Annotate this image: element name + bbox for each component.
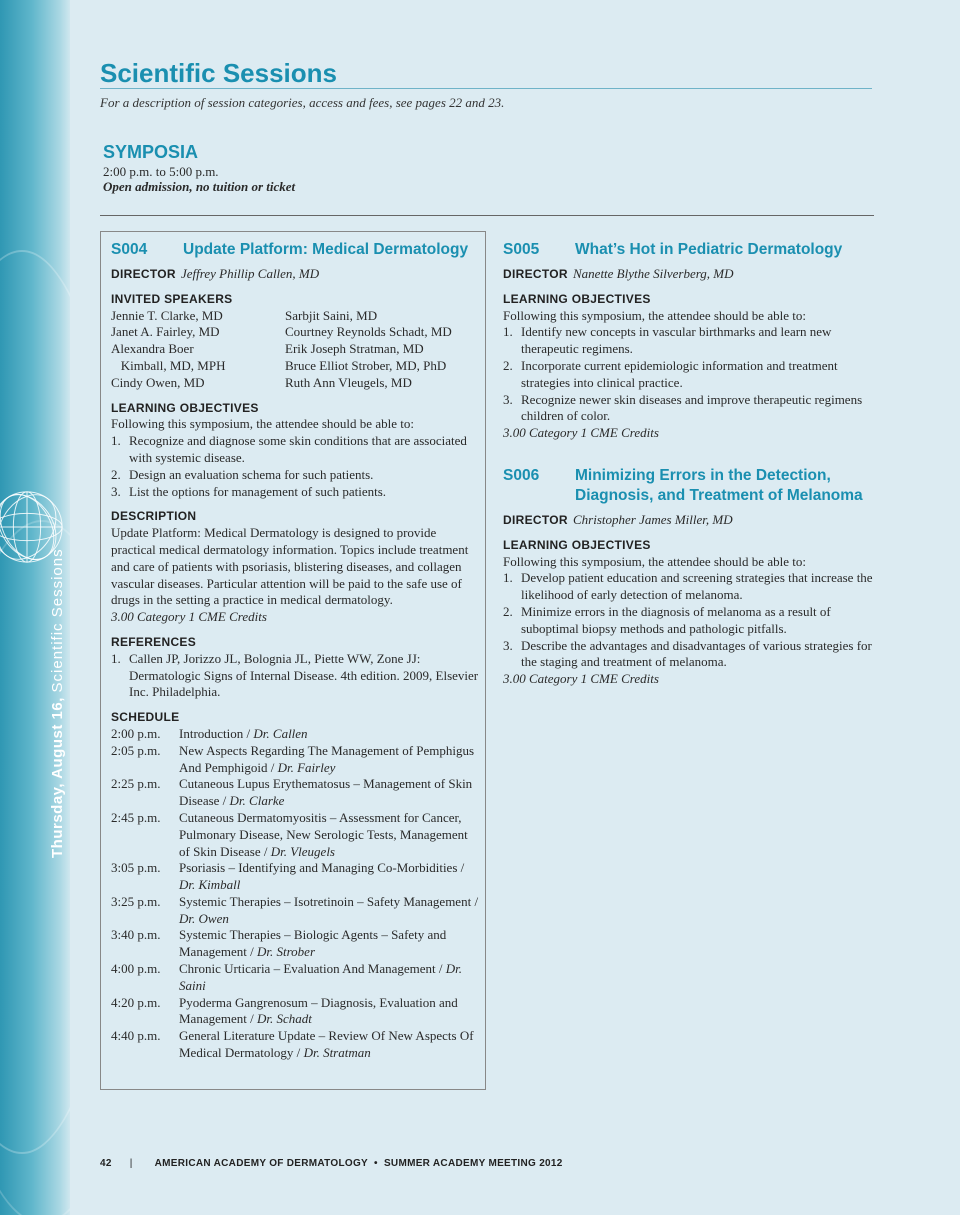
item-text: Minimize errors in the diagnosis of melanoma as a result of suboptimal biopsy methods and pathologic pitfalls. [521, 603, 831, 636]
speaker: Jennie T. Clarke, MD [111, 307, 223, 323]
sidebar-date: Thursday, August 16, [49, 697, 66, 858]
item-text: Design an evaluation schema for such patients. [129, 466, 374, 482]
speaker: Sarbjit Saini, MD [285, 307, 378, 323]
schedule-time: 3:05 p.m. [111, 860, 161, 876]
description-text: Update Platform: Medical Dermatology is designed to provide practical medical dermatology information. Topics include treatment and care of patients with psoriasis, blistering diseases, and collagen vascular diseases. Particular attention will be paid to the safe use of drugs in the setting a practice in medical dermatology. [111, 525, 469, 608]
item-number: 1. [503, 324, 513, 340]
speaker-name: Dr. Saini [179, 961, 463, 993]
topic-text: Introduction / [179, 725, 254, 741]
speaker: Erik Joseph Stratman, MD [285, 341, 424, 357]
page-subtitle: For a description of session categories, access and fees, see pages 22 and 23. [100, 95, 505, 110]
schedule-time: 2:45 p.m. [111, 809, 161, 825]
speaker-name: Dr. Stratman [303, 1045, 371, 1061]
session-code: S004 [111, 241, 148, 258]
learning-objectives-section [503, 291, 878, 442]
list-item [111, 651, 479, 701]
item-number: 1. [111, 650, 121, 666]
cme-credits: 3.00 Category 1 CME Credits [503, 671, 659, 687]
session-title: Minimizing Errors in the Detection, Diagnosis, and Treatment of Melanoma [575, 466, 863, 504]
schedule-row [111, 1028, 479, 1062]
director-row [503, 266, 878, 283]
session-title: Update Platform: Medical Dermatology [183, 241, 469, 258]
topic-text: Systemic Therapies – Biologic Agents – Safety and Management / [179, 927, 447, 960]
speaker-name: Dr. Schadt [256, 1011, 312, 1027]
item-text: List the options for management of such patients. [129, 483, 387, 499]
list-item [503, 638, 878, 672]
director-name: Christopher James Miller, MD [573, 511, 733, 527]
director-row [503, 512, 878, 529]
symposia-time: 2:00 p.m. to 5:00 p.m. [103, 164, 219, 179]
topic-text: New Aspects Regarding The Management of Pemphigus And Pemphigoid / [179, 742, 475, 775]
item-number: 1. [111, 433, 121, 449]
schedule-row [111, 776, 479, 810]
schedule-time: 4:00 p.m. [111, 961, 161, 977]
schedule-time: 2:00 p.m. [111, 725, 161, 741]
references-list [111, 651, 479, 701]
invited-speakers-label: INVITED SPEAKERS [111, 291, 233, 306]
item-number: 2. [111, 466, 121, 482]
speaker: Ruth Ann Vleugels, MD [285, 374, 412, 390]
speaker-name: Dr. Fairley [277, 759, 336, 775]
learning-objectives-label: LEARNING OBJECTIVES [111, 400, 259, 415]
item-number: 1. [503, 570, 513, 586]
schedule-topic [179, 1028, 479, 1062]
item-text: Incorporate current epidemiologic information and treatment strategies into clinical practice. [521, 357, 838, 390]
session-title: What’s Hot in Pediatric Dermatology [575, 241, 843, 258]
learning-objectives-label: LEARNING OBJECTIVES [503, 537, 651, 552]
objectives-list [503, 570, 878, 671]
session-header [503, 466, 878, 506]
description-section [111, 508, 479, 626]
topic-text: Psoriasis – Identifying and Managing Co-Morbidities / [179, 860, 465, 876]
schedule-topic [179, 776, 479, 810]
topic-text: Cutaneous Lupus Erythematosus – Management of Skin Disease / [179, 776, 473, 809]
schedule-label: SCHEDULE [111, 710, 180, 725]
speaker-name: Dr. Clarke [229, 793, 285, 809]
item-number: 2. [503, 603, 513, 619]
topic-text: General Literature Update – Review Of New Aspects Of Medical Dermatology / [179, 1028, 474, 1061]
item-text: Describe the advantages and disadvantages of various strategies for the staging and treatment of melanoma. [521, 637, 872, 670]
schedule-time: 4:40 p.m. [111, 1028, 161, 1044]
topic-text: Cutaneous Dermatomyositis – Assessment for Cancer, Pulmonary Disease, New Serologic Tests, Management of Skin Disease / [179, 809, 468, 859]
list-item [503, 392, 878, 426]
schedule-topic [179, 961, 479, 995]
schedule-topic [179, 927, 479, 961]
speaker: Janet A. Fairley, MD [111, 324, 220, 340]
schedule-row [111, 961, 479, 995]
spacer [503, 442, 878, 466]
topic-text: Pyoderma Gangrenosum – Diagnosis, Evaluation and Management / [179, 994, 458, 1027]
director-label: DIRECTOR [111, 267, 176, 281]
session-code: S005 [503, 241, 540, 258]
schedule-time: 2:25 p.m. [111, 776, 161, 792]
symposia-divider [100, 215, 874, 216]
learning-objectives-section [111, 400, 479, 501]
director-name: Nanette Blythe Silverberg, MD [573, 266, 734, 281]
list-item [111, 467, 479, 484]
speaker-name: Dr. Strober [256, 944, 316, 960]
speaker: Kimball, MD, MPH [111, 357, 226, 373]
objectives-list [503, 324, 878, 425]
schedule-time: 3:25 p.m. [111, 893, 161, 909]
objectives-list [111, 433, 479, 500]
topic-text: Chronic Urticaria – Evaluation And Management / [179, 961, 446, 977]
speaker-name: Dr. Owen [179, 910, 229, 926]
schedule-topic [179, 860, 479, 894]
list-item [503, 570, 878, 604]
schedule-time: 4:20 p.m. [111, 994, 161, 1010]
item-number: 3. [503, 637, 513, 653]
item-text: Identify new concepts in vascular birthmarks and learn new therapeutic regimens. [521, 324, 832, 357]
references-section [111, 634, 479, 701]
item-text: Develop patient education and screening strategies that increase the likelihood of early detection of melanoma. [521, 570, 873, 603]
schedule-row [111, 743, 479, 777]
session-header [503, 240, 878, 260]
list-item [503, 324, 878, 358]
schedule-topic [179, 743, 479, 777]
director-label: DIRECTOR [503, 512, 568, 527]
session-s004 [111, 240, 479, 1062]
cme-credits: 3.00 Category 1 CME Credits [503, 425, 659, 441]
schedule-section [111, 709, 479, 1062]
item-text: Recognize newer skin diseases and improve therapeutic regimens children of color. [521, 391, 863, 424]
list-item [503, 604, 878, 638]
session-s005 [503, 240, 878, 442]
list-item [111, 484, 479, 501]
description-label: DESCRIPTION [111, 509, 197, 524]
item-number: 3. [111, 483, 121, 499]
item-text: Callen JP, Jorizzo JL, Bolognia JL, Piette WW, Zone JJ: Dermatologic Signs of Internal Disease. 4th edition. 2009, Elsevier Inc. Philadelphia. [129, 650, 479, 700]
footer-text: AMERICAN ACADEMY OF DERMATOLOGY • SUMMER ACADEMY MEETING 2012 [154, 1158, 563, 1169]
right-column [503, 240, 878, 688]
speaker-name: Dr. Kimball [179, 877, 241, 893]
schedule-topic [179, 726, 479, 743]
director-name: Jeffrey Phillip Callen, MD [181, 266, 320, 281]
director-label: DIRECTOR [503, 267, 568, 281]
schedule-row [111, 726, 479, 743]
schedule-row [111, 995, 479, 1029]
schedule-topic [179, 995, 479, 1029]
list-item [503, 358, 878, 392]
symposia-heading: SYMPOSIA [103, 142, 199, 162]
symposia-admission: Open admission, no tuition or ticket [103, 179, 296, 194]
objectives-intro: Following this symposium, the attendee should be able to: [503, 553, 806, 569]
footer-separator: | [129, 1158, 133, 1169]
schedule-time: 3:40 p.m. [111, 927, 161, 943]
schedule-row [111, 810, 479, 860]
invited-speakers-section [111, 291, 479, 392]
item-number: 2. [503, 357, 513, 373]
schedule-topic [179, 894, 479, 928]
objectives-intro: Following this symposium, the attendee should be able to: [111, 416, 414, 432]
references-label: REFERENCES [111, 634, 197, 649]
session-code: S006 [503, 466, 540, 484]
title-divider [100, 88, 872, 89]
speaker: Bruce Elliot Strober, MD, PhD [285, 357, 447, 373]
sidebar-section: Scientific Sessions [49, 548, 66, 693]
cme-credits: 3.00 Category 1 CME Credits [111, 609, 267, 625]
schedule-row [111, 927, 479, 961]
page-title: Scientific Sessions [100, 58, 337, 88]
learning-objectives-section [503, 537, 878, 688]
speaker-name: Dr. Vleugels [270, 843, 335, 859]
speaker-name: Dr. Callen [253, 725, 308, 741]
schedule-row [111, 894, 479, 928]
item-number: 3. [503, 391, 513, 407]
sidebar-caption [49, 548, 66, 858]
objectives-intro: Following this symposium, the attendee should be able to: [503, 307, 806, 323]
learning-objectives-label: LEARNING OBJECTIVES [503, 291, 651, 306]
session-s006 [503, 466, 878, 688]
item-text: Recognize and diagnose some skin conditions that are associated with systemic disease. [129, 433, 467, 465]
topic-text: Systemic Therapies – Isotretinoin – Safety Management / [179, 893, 479, 909]
speaker: Courtney Reynolds Schadt, MD [285, 324, 452, 340]
speaker: Alexandra Boer [111, 341, 194, 357]
list-item [111, 433, 479, 467]
director-row [111, 266, 479, 283]
speaker: Cindy Owen, MD [111, 374, 205, 390]
schedule-time: 2:05 p.m. [111, 742, 161, 758]
speakers-grid [111, 308, 479, 392]
schedule-topic [179, 810, 479, 860]
page-footer [100, 1158, 563, 1169]
session-header [111, 240, 479, 260]
schedule-row [111, 860, 479, 894]
page-number: 42 [100, 1158, 112, 1169]
